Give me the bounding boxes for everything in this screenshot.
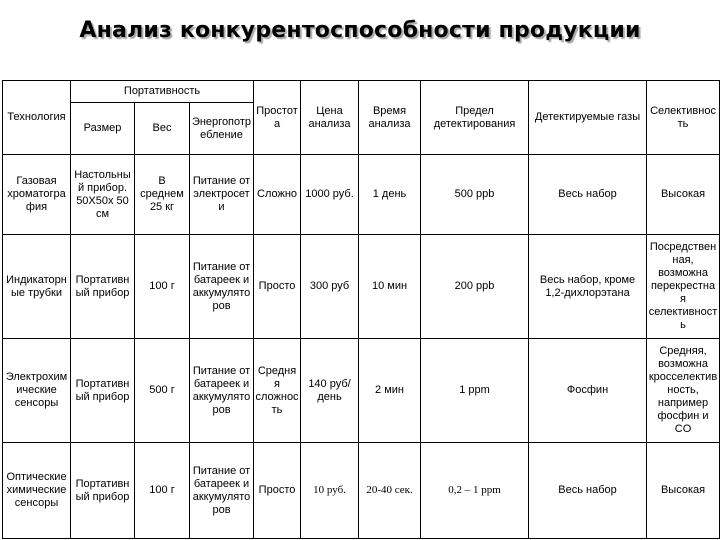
cell-time: 10 мин <box>359 235 421 339</box>
cell-limit: 500 ppb <box>421 155 529 235</box>
cell-simplicity: Просто <box>254 443 301 539</box>
header-simplicity: Простота <box>254 81 301 155</box>
cell-gases: Фосфин <box>529 339 647 443</box>
cell-selectivity: Высокая <box>647 443 720 539</box>
cell-technology: Электрохимические сенсоры <box>3 339 71 443</box>
cell-selectivity: Высокая <box>647 155 720 235</box>
header-time: Время анализа <box>359 81 421 155</box>
cell-price: 10 руб. <box>301 443 359 539</box>
header-row-1 <box>3 81 720 103</box>
title-area <box>0 0 720 75</box>
cell-energy: Питание от батареек и аккумуляторов <box>190 339 254 443</box>
cell-selectivity: Средняя, возможна кросселективность, например фосфин и CO <box>647 339 720 443</box>
cell-technology: Оптические химические сенсоры <box>3 443 71 539</box>
header-limit: Предел детектирования <box>421 81 529 155</box>
cell-time: 20-40 сек. <box>359 443 421 539</box>
table-row <box>3 443 720 539</box>
cell-energy: Питание от электросети <box>190 155 254 235</box>
cell-size: Портативный прибор <box>71 235 135 339</box>
cell-gases: Весь набор <box>529 155 647 235</box>
header-technology: Технология <box>3 81 71 155</box>
cell-limit: 200 ppb <box>421 235 529 339</box>
header-portability: Портативность <box>71 81 254 103</box>
cell-weight: В среднем 25 кг <box>135 155 190 235</box>
cell-price: 1000 руб. <box>301 155 359 235</box>
header-selectivity: Селективность <box>647 81 720 155</box>
cell-simplicity: Сложно <box>254 155 301 235</box>
table-row <box>3 339 720 443</box>
cell-price: 300 руб <box>301 235 359 339</box>
cell-size: Портативный прибор <box>71 339 135 443</box>
cell-simplicity: Просто <box>254 235 301 339</box>
cell-price: 140 руб/день <box>301 339 359 443</box>
competitiveness-table <box>2 80 720 539</box>
header-energy: Энергопотребление <box>190 103 254 155</box>
table-row <box>3 235 720 339</box>
cell-selectivity: Посредственная, возможна перекрестная селективность <box>647 235 720 339</box>
cell-limit: 1 ppm <box>421 339 529 443</box>
cell-size: Портативный прибор <box>71 443 135 539</box>
cell-weight: 100 г <box>135 235 190 339</box>
table-row <box>3 155 720 235</box>
header-gases: Детектируемые газы <box>529 81 647 155</box>
cell-time: 2 мин <box>359 339 421 443</box>
page-title: Анализ конкурентоспособности продукции <box>79 18 641 43</box>
cell-size: Настольный прибор. 50Х50х 50 см <box>71 155 135 235</box>
cell-technology: Газовая хроматография <box>3 155 71 235</box>
header-size: Размер <box>71 103 135 155</box>
header-price: Цена анализа <box>301 81 359 155</box>
cell-weight: 100 г <box>135 443 190 539</box>
cell-time: 1 день <box>359 155 421 235</box>
cell-gases: Весь набор, кроме 1,2-дихлорэтана <box>529 235 647 339</box>
cell-technology: Индикаторные трубки <box>3 235 71 339</box>
cell-limit: 0,2 – 1 ppm <box>421 443 529 539</box>
cell-gases: Весь набор <box>529 443 647 539</box>
cell-weight: 500 г <box>135 339 190 443</box>
cell-energy: Питание от батареек и аккумуляторов <box>190 443 254 539</box>
header-weight: Вес <box>135 103 190 155</box>
cell-energy: Питание от батареек и аккумуляторов <box>190 235 254 339</box>
cell-simplicity: Средняя сложность <box>254 339 301 443</box>
